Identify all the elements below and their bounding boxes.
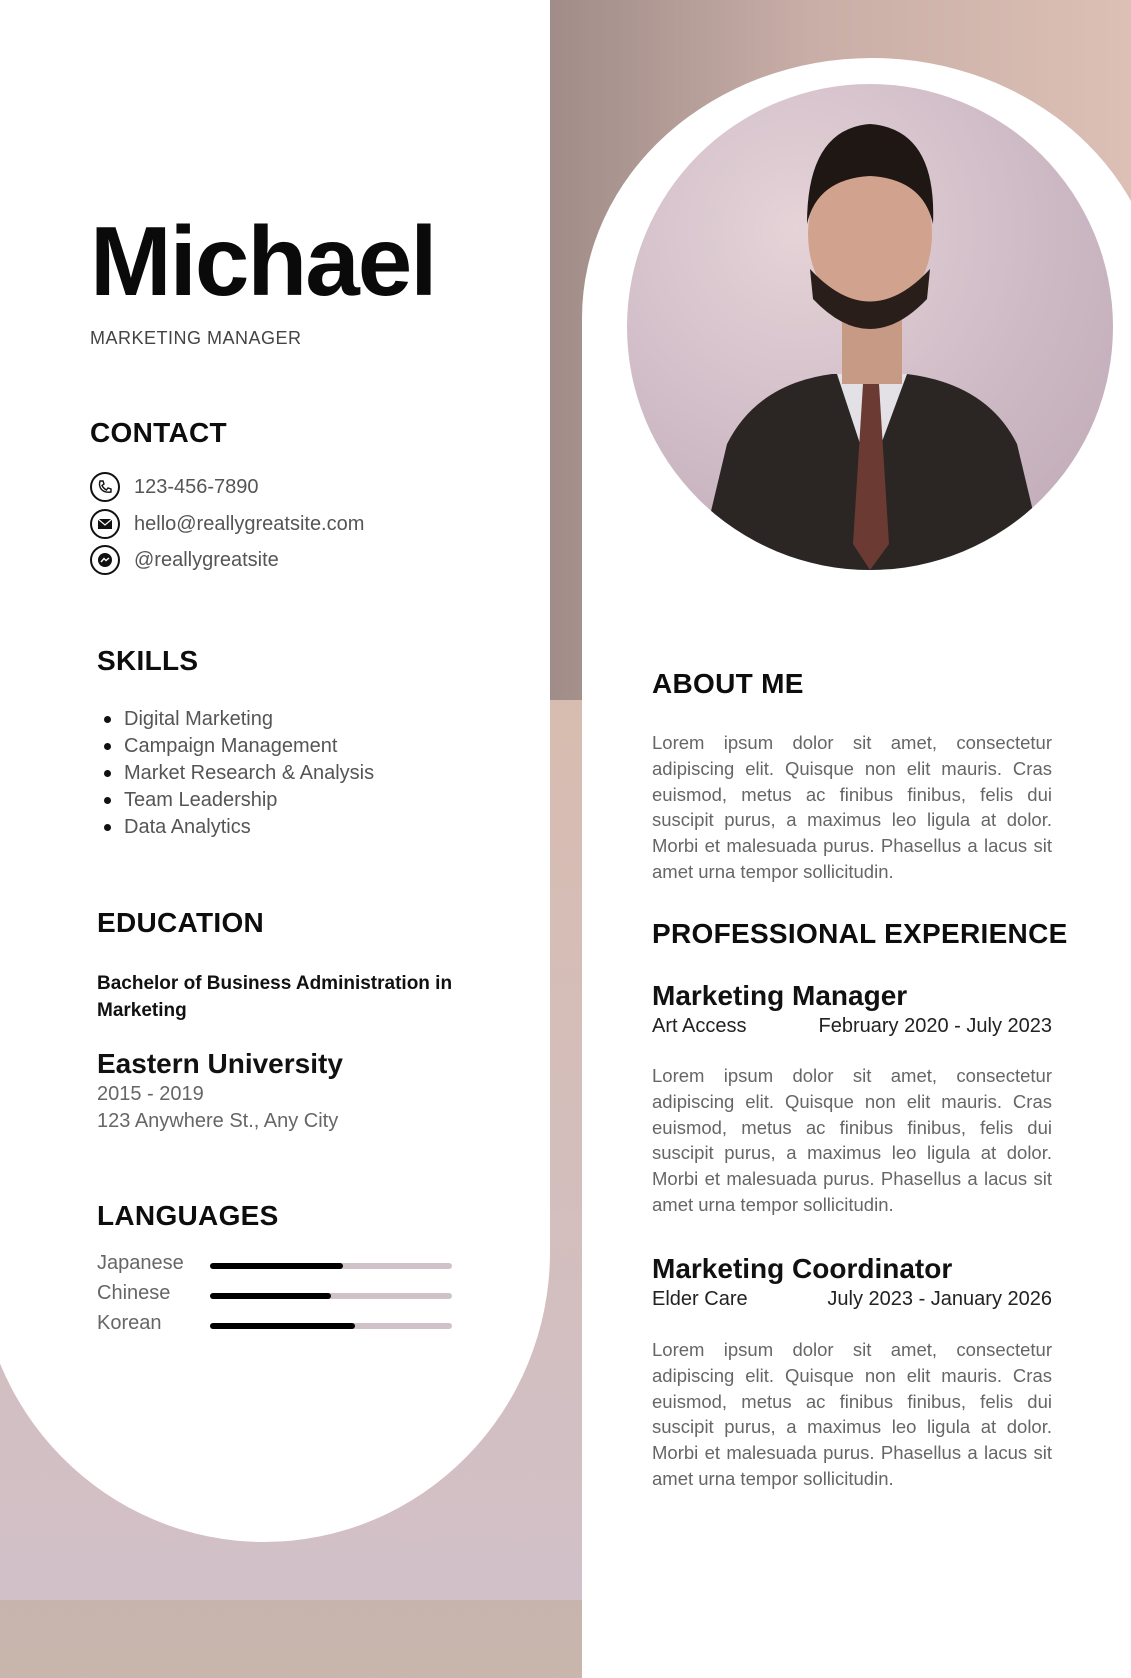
job-description-2: Lorem ipsum dolor sit amet, consectetur adipiscing elit. Quisque non elit mauris. Cras euismod, metus ac finibus finibus, felis dui suscipit purus, a maximus leo ligula at dolor. Morbi et malesuada purus. Phasellus a lacus sit amet urna tempor sollicitudin. [652, 1339, 1052, 1489]
language-level-fill [210, 1263, 343, 1269]
language-row [97, 1312, 457, 1340]
education-address: 123 Anywhere St., Any City [97, 1110, 339, 1132]
job-meta-1 [652, 1015, 1052, 1038]
about-text: Lorem ipsum dolor sit amet, consectetur adipiscing elit. Quisque non elit mauris. Cras euismod, metus ac finibus finibus, felis dui suscipit purus, a maximus leo ligula at dolor. Morbi et malesuada purus. Phasellus a lacus sit amet urna tempor sollicitudin. [652, 732, 1052, 882]
job-dates: July 2023 - January 2026 [827, 1288, 1052, 1310]
languages-heading: LANGUAGES [97, 1200, 279, 1231]
skill-item: Data Analytics [104, 814, 374, 841]
candidate-name: Michael [90, 206, 436, 316]
job-description-1: Lorem ipsum dolor sit amet, consectetur adipiscing elit. Quisque non elit mauris. Cras euismod, metus ac finibus finibus, felis dui suscipit purus, a maximus leo ligula at dolor. Morbi et malesuada purus. Phasellus a lacus sit amet urna tempor sollicitudin. [652, 1065, 1052, 1215]
language-name: Chinese [97, 1282, 171, 1304]
job-title-2: Marketing Coordinator [652, 1253, 953, 1284]
email-icon [90, 509, 120, 539]
contact-social [90, 543, 279, 577]
language-level-fill [210, 1293, 331, 1299]
language-level-bar [210, 1263, 452, 1269]
language-row [97, 1252, 457, 1280]
job-title: MARKETING MANAGER [90, 328, 302, 348]
skill-item: Team Leadership [104, 787, 374, 814]
language-level-bar [210, 1293, 452, 1299]
about-heading: ABOUT ME [652, 668, 804, 699]
job-meta-2 [652, 1288, 1052, 1311]
social-handle[interactable]: @reallygreatsite [134, 548, 279, 571]
education-heading: EDUCATION [97, 907, 265, 938]
email-address[interactable]: hello@reallygreatsite.com [134, 512, 365, 535]
company-name: Art Access [652, 1015, 747, 1037]
experience-heading: PROFESSIONAL EXPERIENCE [652, 918, 1068, 949]
contact-phone [90, 470, 259, 504]
skills-heading: SKILLS [97, 645, 199, 676]
skills-list [104, 706, 374, 841]
skill-item: Market Research & Analysis [104, 760, 374, 787]
messenger-icon [90, 545, 120, 575]
skill-item: Digital Marketing [104, 706, 374, 733]
contact-email [90, 507, 364, 541]
phone-icon [90, 472, 120, 502]
job-title-1: Marketing Manager [652, 980, 908, 1011]
skill-item: Campaign Management [104, 733, 374, 760]
language-level-fill [210, 1323, 355, 1329]
university: Eastern University [97, 1048, 343, 1079]
profile-photo [627, 84, 1113, 570]
job-dates: February 2020 - July 2023 [818, 1015, 1052, 1037]
company-name: Elder Care [652, 1288, 748, 1310]
language-level-bar [210, 1323, 452, 1329]
degree: Bachelor of Business Administration in Marketing [97, 973, 453, 1021]
language-name: Japanese [97, 1252, 184, 1274]
contact-heading: CONTACT [90, 417, 227, 448]
phone-number[interactable]: 123-456-7890 [134, 475, 259, 498]
language-name: Korean [97, 1312, 162, 1334]
language-row [97, 1282, 457, 1310]
education-years: 2015 - 2019 [97, 1083, 204, 1105]
